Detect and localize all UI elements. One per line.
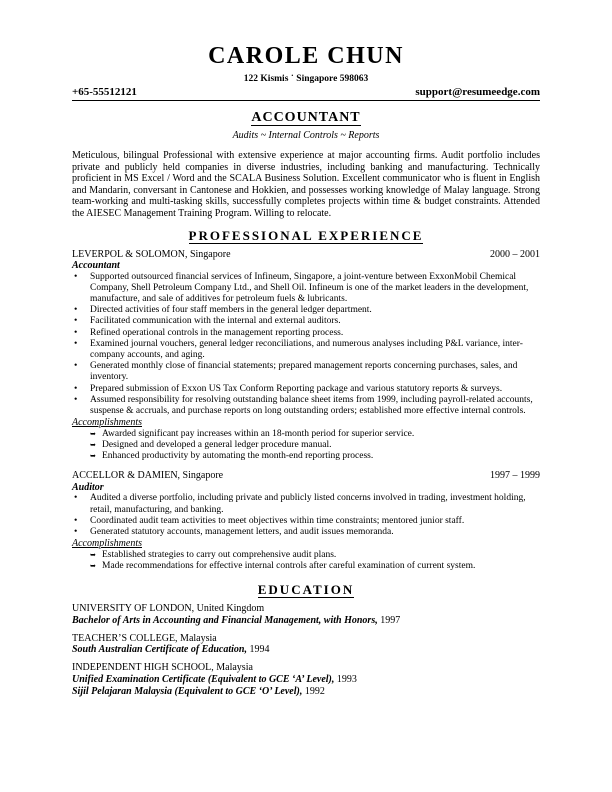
- role-title-text: ACCOUNTANT: [251, 110, 361, 125]
- degree-year: 1993: [334, 674, 357, 686]
- education-heading-text: EDUCATION: [257, 582, 355, 598]
- duty-item: • Directed activities of four staff members in the general ledger department.: [72, 305, 540, 316]
- degree-line: [72, 674, 540, 686]
- email-address: support@resumeedge.com: [415, 86, 540, 98]
- accomplishment-item: ➥ Established strategies to carry out comprehensive audit plans.: [90, 550, 540, 561]
- education-entry: [72, 633, 540, 657]
- resume-page: [72, 42, 540, 698]
- phone-number: +65-55512121: [72, 86, 137, 98]
- candidate-name: CAROLE CHUN: [208, 43, 404, 69]
- job-entry: [72, 249, 540, 463]
- accomplishment-item: ➥ Made recommendations for effective internal controls after careful examination of current system.: [90, 561, 540, 572]
- degree-year: 1994: [246, 644, 270, 656]
- job-title: Accountant: [72, 260, 120, 272]
- school-name: INDEPENDENT HIGH SCHOOL, Malaysia: [72, 662, 253, 674]
- duty-item: • Facilitated communication with the internal and external auditors.: [72, 316, 540, 327]
- duty-item: • Assumed responsibility for resolving outstanding balance sheet items from 1999, including payroll-related accounts, suspense & accruals, and purchase reports on long outstanding orders; established more effective internal controls.: [72, 395, 540, 417]
- role-title: [72, 110, 540, 126]
- degree-name: South Australian Certificate of Education,: [72, 644, 247, 656]
- accomplishment-item: ➥ Designed and developed a general ledger procedure manual.: [90, 440, 540, 451]
- duty-list: [72, 272, 540, 418]
- job-dates: 2000 – 2001: [490, 248, 540, 260]
- job-employer: ACCELLOR & DAMIEN, Singapore: [72, 470, 224, 482]
- job-header: [72, 470, 540, 482]
- experience-heading: [72, 228, 540, 243]
- duty-item: • Refined operational controls in the management reporting process.: [72, 328, 540, 339]
- job-entry: [72, 470, 540, 572]
- degree-name: Unified Examination Certificate (Equivalent to GCE ‘A’ Level),: [72, 674, 335, 686]
- accomplishments-label: Accomplishments: [72, 538, 142, 550]
- duty-item: • Generated statutory accounts, management letters, and audit issues memoranda.: [72, 527, 540, 538]
- contact-line: [72, 86, 540, 101]
- school-name: TEACHER’S COLLEGE, Malaysia: [72, 632, 217, 644]
- degree-line: [72, 615, 540, 627]
- duty-list: [72, 493, 540, 538]
- duty-item: • Prepared submission of Exxon US Tax Conform Reporting package and various statutory reports & surveys.: [72, 384, 540, 395]
- degree-name: Sijil Pelajaran Malaysia (Equivalent to GCE ‘O’ Level),: [72, 685, 303, 697]
- duty-item: • Generated monthly close of financial statements; prepared management reports concerning purchases, sales, and inventory.: [72, 361, 540, 383]
- duty-item: • Supported outsourced financial services of Infineum, Singapore, a joint-venture between ExxonMobil Chemical Company, Shell Petroleum Company Ltd., and Shell Oil. Infineum is one of the market leaders in the development, manufacture, and sale of additives for petroleum fuels & lubricants.: [72, 272, 540, 306]
- duty-item: • Examined journal vouchers, general ledger reconciliations, and numerous analyses including P&L variance, inter-company accounts, and aging.: [72, 339, 540, 361]
- school-name: UNIVERSITY OF LONDON, United Kingdom: [72, 603, 265, 615]
- job-title: Auditor: [72, 481, 104, 493]
- degree-year: 1997: [377, 614, 401, 626]
- role-tagline: Audits ~ Internal Controls ~ Reports: [232, 130, 380, 141]
- job-dates: 1997 – 1999: [490, 470, 540, 482]
- accomplishment-item: ➥ Enhanced productivity by automating the month-end reporting process.: [90, 451, 540, 462]
- duty-item: • Coordinated audit team activities to meet objectives within time constraints; mentored junior staff.: [72, 516, 540, 527]
- degree-line: [72, 686, 540, 698]
- accomplishment-list: [72, 550, 540, 572]
- education-heading: [72, 582, 540, 597]
- job-employer: LEVERPOL & SOLOMON, Singapore: [72, 248, 231, 260]
- accomplishment-item: ➥ Awarded significant pay increases within an 18-month period for superior service.: [90, 429, 540, 440]
- duty-item: • Audited a diverse portfolio, including private and publicly listed concerns involved in trading, investment holding, retail, manufacturing, and banking.: [72, 493, 540, 515]
- summary-paragraph: Meticulous, bilingual Professional with extensive experience at major accounting firms. Audit portfolio includes private and publicly held companies in diverse industries, including banking and manufacturing. Technically proficient in MS Excel / Word and the SCALA Business Solution. Excellent communicator who is fluent in English and Mandarin, conversant in Cantonese and Hokkien, and possesses working knowledge of Malay language. Strong team-working and multi-tasking skills, successfully completes projects within time & budget constraints. Attended the AIESEC Management Training Program. Willing to relocate.: [72, 150, 540, 219]
- job-header: [72, 249, 540, 261]
- degree-name: Bachelor of Arts in Accounting and Financial Management, with Honors,: [72, 614, 378, 626]
- degree-line: [72, 644, 540, 656]
- experience-heading-text: PROFESSIONAL EXPERIENCE: [188, 227, 424, 243]
- degree-year: 1992: [302, 685, 325, 697]
- education-entry: [72, 603, 540, 627]
- address: 122 Kismis ˙ Singapore 598063: [243, 74, 369, 84]
- education-entry: [72, 662, 540, 697]
- accomplishments-label: Accomplishments: [72, 417, 142, 429]
- accomplishment-list: [72, 429, 540, 463]
